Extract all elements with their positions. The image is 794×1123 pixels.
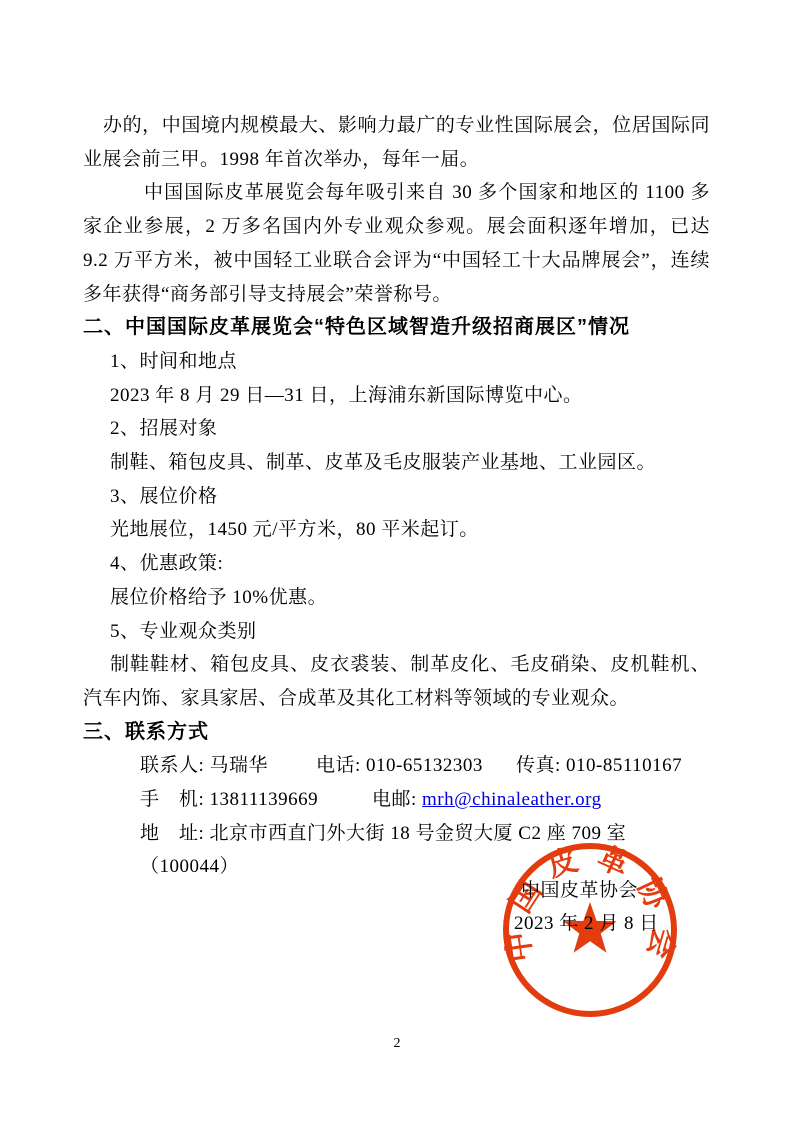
paragraph-continuation: 办的，中国境内规模最大、影响力最广的专业性国际展会，位居国际同业展会前三甲。1998 年首次举办，每年一届。	[83, 115, 710, 170]
page-number: 2	[393, 1036, 401, 1051]
mobile-label: 手 机:	[140, 789, 210, 811]
fax-value: 010-85110167	[566, 755, 683, 777]
address-value: 北京市西直门外大街 18 号金贸大厦 C2 座 709 室（100044）	[140, 822, 627, 878]
seal-arc-text: 中国皮革协会	[500, 840, 680, 976]
signature-date: 2023 年 2 月 8 日	[514, 913, 659, 934]
signature-organization: 中国皮革协会	[521, 880, 639, 901]
fax-label: 传真:	[516, 755, 567, 777]
contact-email	[372, 783, 602, 817]
email-label: 电邮:	[372, 789, 423, 811]
contact-person-value: 马瑞华	[209, 755, 269, 777]
paragraph-exhibition-overview: 中国国际皮革展览会每年吸引来自 30 多个国家和地区的 1100 多家企业参展，2 万多名国内外专业观众参观。展会面积逐年增加，已达 9.2 万平方米，被中国轻工业联合会评为“中国轻工十大品牌展会”，连续多年获得“商务部引导支持展会”荣誉称号。	[83, 182, 710, 305]
phone-label: 电话:	[316, 755, 367, 777]
item-1-label: 1、时间和地点	[110, 350, 238, 372]
contact-row-2	[140, 783, 710, 817]
item-2-content: 制鞋、箱包皮具、制革、皮革及毛皮服装产业基地、工业园区。	[110, 452, 657, 474]
contact-phone	[316, 749, 516, 783]
item-3-label: 3、展位价格	[110, 485, 218, 507]
contact-person	[140, 749, 316, 783]
address-label: 地 址:	[140, 822, 210, 844]
item-3-content: 光地展位，1450 元/平方米，80 平米起订。	[110, 519, 479, 541]
document-body	[83, 109, 710, 884]
item-4-content: 展位价格给予 10%优惠。	[110, 586, 328, 608]
item-1-content: 2023 年 8 月 29 日—31 日，上海浦东新国际博览中心。	[110, 384, 583, 406]
section-2-heading: 二、中国国际皮革展览会“特色区域智造升级招商展区”情况	[83, 316, 630, 339]
contact-row-1	[140, 749, 710, 783]
section-3-heading: 三、联系方式	[83, 720, 209, 743]
item-5-content: 制鞋鞋材、箱包皮具、皮衣裘装、制革皮化、毛皮硝染、皮机鞋机、汽车内饰、家具家居、合成革及其化工材料等领域的专业观众。	[83, 654, 710, 709]
contact-fax	[516, 749, 682, 783]
contact-mobile	[140, 783, 372, 817]
email-link[interactable]: mrh@chinaleather.org	[422, 789, 602, 811]
item-4-label: 4、优惠政策:	[110, 553, 224, 575]
phone-value: 010-65132303	[366, 755, 483, 777]
mobile-value: 13811139669	[209, 789, 319, 811]
contact-person-label: 联系人:	[140, 755, 210, 777]
item-2-label: 2、招展对象	[110, 418, 218, 440]
signature-block	[514, 874, 659, 940]
item-5-label: 5、专业观众类别	[110, 620, 257, 642]
